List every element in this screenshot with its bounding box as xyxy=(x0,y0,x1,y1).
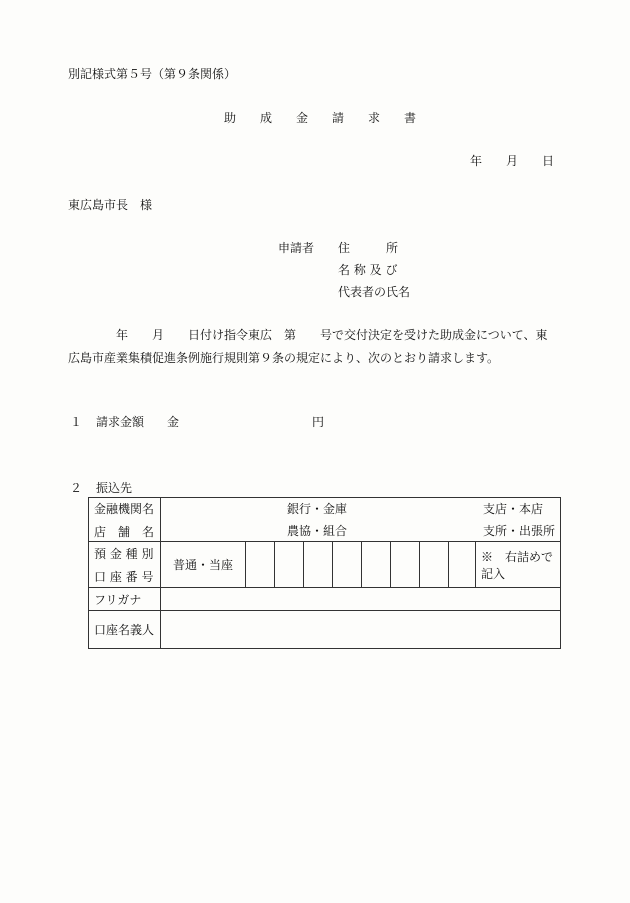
account-digit-7[interactable] xyxy=(420,542,449,588)
applicant-label: 申請者 xyxy=(278,241,315,255)
branch-type-1: 支店・本店 xyxy=(483,502,544,516)
account-digit-spacer xyxy=(449,542,476,588)
account-digit-4[interactable] xyxy=(333,542,362,588)
furigana-label: フリガナ xyxy=(89,588,161,611)
applicant-name-label-1: 名 称 及 び xyxy=(338,263,398,277)
account-digit-2[interactable] xyxy=(275,542,304,588)
item2-number: ２ xyxy=(70,481,83,495)
account-note: ※ 右詰めで記入 xyxy=(476,542,561,588)
account-label: 預 金 種 別 口 座 番 号 xyxy=(89,542,161,588)
account-digit-5[interactable] xyxy=(362,542,391,588)
item1-prefix: 金 xyxy=(167,415,180,429)
account-holder-cell[interactable] xyxy=(161,611,561,649)
applicant-name-label-2: 代表者の氏名 xyxy=(338,285,411,299)
bank-account-table xyxy=(88,497,561,649)
date-line: 年 月 日 xyxy=(470,154,555,168)
account-holder-label: 口座名義人 xyxy=(89,611,161,649)
item1-unit: 円 xyxy=(312,415,325,429)
furigana-cell[interactable] xyxy=(161,588,561,611)
item1-number: １ xyxy=(70,415,83,429)
account-type-cell[interactable]: 普通・当座 xyxy=(161,542,246,588)
form-label: 別記様式第５号（第９条関係） xyxy=(68,67,237,81)
bank-name-label: 金融機関名 店 舗 名 xyxy=(89,498,161,542)
account-digit-6[interactable] xyxy=(391,542,420,588)
body-text-line-1: 年 月 日付け指令東広 第 号で交付決定を受けた助成金について、東 xyxy=(92,328,548,342)
body-text-line-2: 広島市産業集積促進条例施行規則第９条の規定により、次のとおり請求します。 xyxy=(68,351,500,365)
bank-type-1: 銀行・金庫 xyxy=(287,502,348,516)
bank-type-2: 農協・組合 xyxy=(287,524,348,538)
item1-label: 請求金額 xyxy=(96,415,145,429)
document-title: 助 成 金 請 求 書 xyxy=(224,111,417,125)
bank-name-cell[interactable] xyxy=(161,498,561,542)
account-digit-1[interactable] xyxy=(246,542,275,588)
account-digit-3[interactable] xyxy=(304,542,333,588)
branch-type-2: 支所・出張所 xyxy=(483,524,556,538)
addressee: 東広島市長 様 xyxy=(68,198,153,212)
item2-label: 振込先 xyxy=(96,481,133,495)
applicant-address-label: 住 所 xyxy=(338,241,399,255)
